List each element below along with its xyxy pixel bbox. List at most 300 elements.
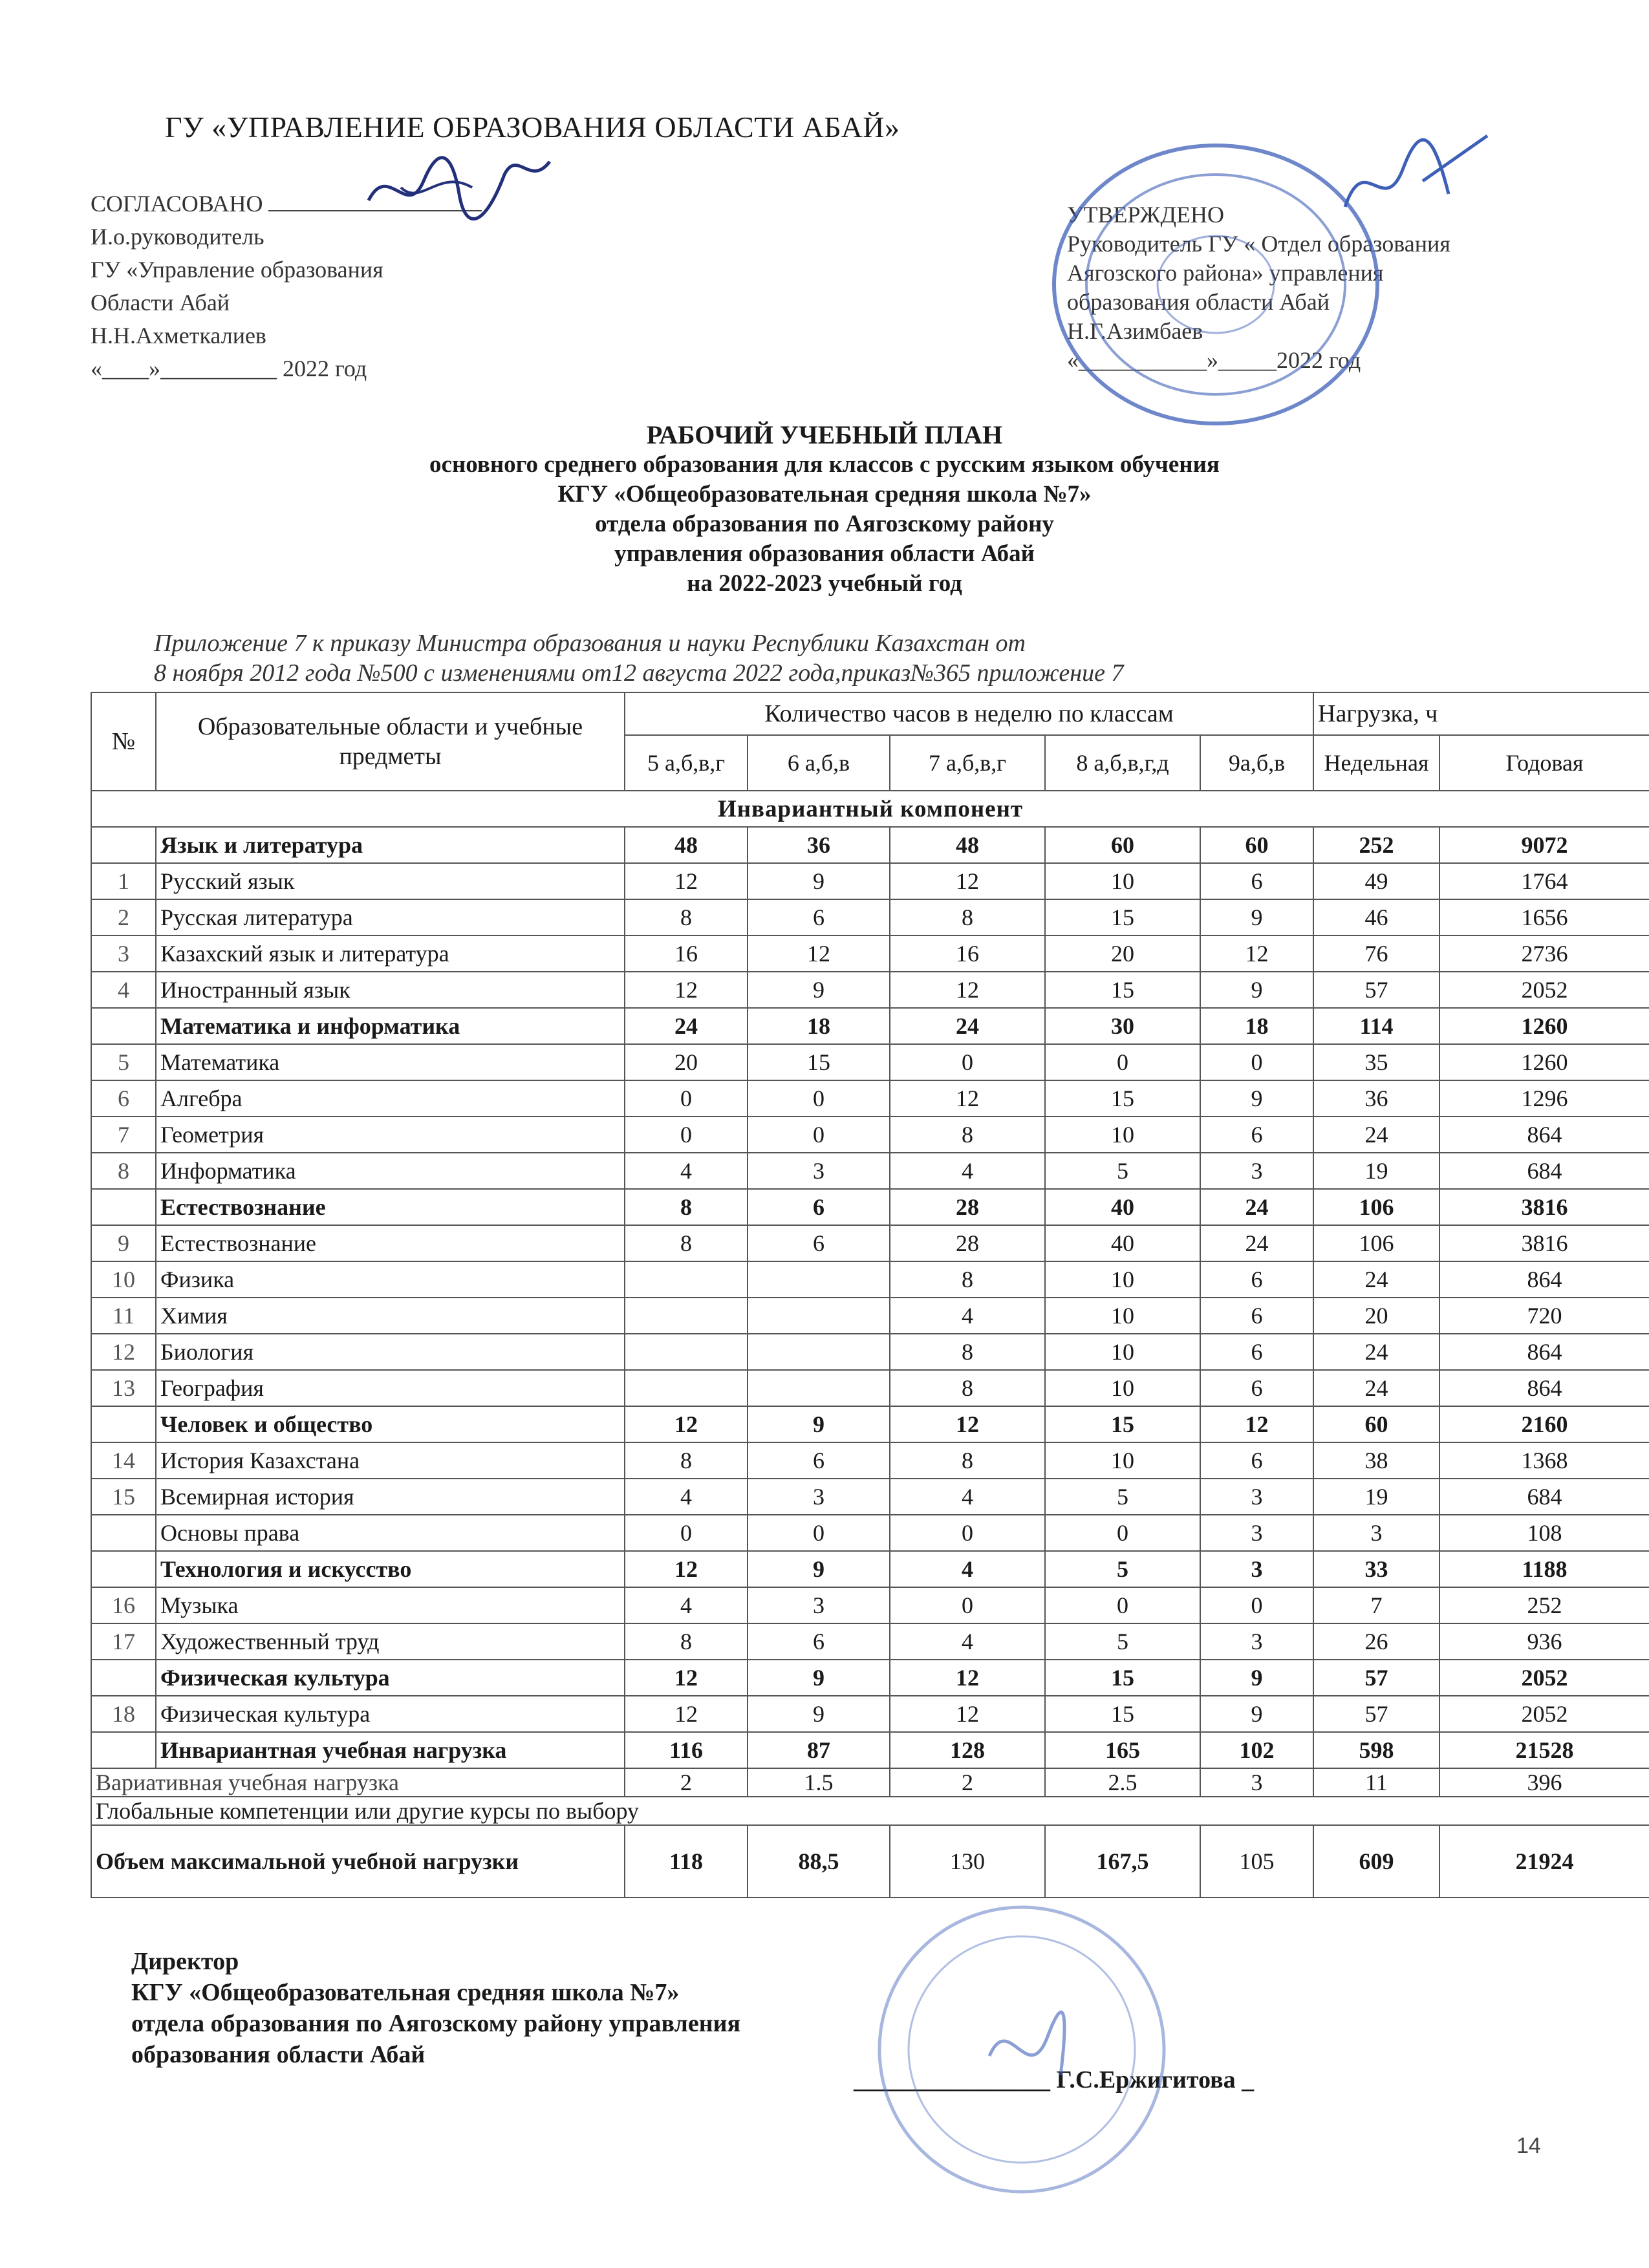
row-number (91, 1406, 156, 1442)
row-number: 3 (91, 936, 156, 972)
hours-cell: 10 (1045, 1370, 1200, 1406)
hours-cell: 8 (890, 1261, 1045, 1298)
hours-cell: 12 (890, 1660, 1045, 1696)
row-number: 4 (91, 972, 156, 1008)
hours-cell: 3 (1313, 1515, 1439, 1551)
hours-cell: 0 (625, 1515, 748, 1551)
hours-cell: 1368 (1439, 1442, 1649, 1479)
row-number: 16 (91, 1587, 156, 1623)
hours-cell: 2052 (1439, 972, 1649, 1008)
hours-cell: 9 (748, 1551, 890, 1587)
row-number (91, 1732, 156, 1768)
area-name: Человек и общество (156, 1406, 625, 1442)
hours-cell: 1260 (1439, 1044, 1649, 1080)
hours-cell: 36 (748, 827, 890, 863)
table-body (91, 791, 1649, 1768)
agreed-label: СОГЛАСОВАНО (91, 191, 263, 217)
area-name: Естествознание (156, 1189, 625, 1225)
hours-cell: 9072 (1439, 827, 1649, 863)
hours-cell: 1764 (1439, 863, 1649, 899)
hours-cell: 10 (1045, 1261, 1200, 1298)
variative-label: Вариативная учебная нагрузка (91, 1768, 625, 1797)
subject-name: Математика (156, 1044, 625, 1080)
hours-cell: 28 (890, 1225, 1045, 1261)
subject-name: Русский язык (156, 863, 625, 899)
hours-cell: 3816 (1439, 1225, 1649, 1261)
hours-cell: 864 (1439, 1370, 1649, 1406)
subject-row (91, 1587, 1649, 1623)
hours-cell (748, 1261, 890, 1298)
hours-cell: 864 (1439, 1261, 1649, 1298)
approved-line: Н.Г.Азимбаев (1067, 318, 1203, 344)
area-name: Инвариантная учебная нагрузка (156, 1732, 625, 1768)
hours-cell: 87 (748, 1732, 890, 1768)
variative-cell: 3 (1200, 1768, 1313, 1797)
hours-cell: 21528 (1439, 1732, 1649, 1768)
hours-cell: 684 (1439, 1479, 1649, 1515)
area-name: Физическая культура (156, 1660, 625, 1696)
row-number: 7 (91, 1117, 156, 1153)
hours-cell: 20 (1045, 936, 1200, 972)
group-row (91, 1189, 1649, 1225)
class-header: 5 а,б,в,г (625, 735, 748, 791)
hours-cell: 10 (1045, 1298, 1200, 1334)
hours-cell: 6 (748, 1623, 890, 1660)
approved-line: Руководитель ГУ « Отдел образования (1067, 231, 1450, 257)
class-header: 6 а,б,в (748, 735, 890, 791)
hours-cell: 76 (1313, 936, 1439, 972)
hours-cell: 114 (1313, 1008, 1439, 1044)
hours-cell: 24 (1313, 1117, 1439, 1153)
hours-cell: 46 (1313, 899, 1439, 936)
hours-cell: 684 (1439, 1153, 1649, 1189)
hours-cell: 15 (1045, 1660, 1200, 1696)
hours-cell: 57 (1313, 1660, 1439, 1696)
max-load-cell: 167,5 (1045, 1825, 1200, 1898)
hours-cell: 3 (1200, 1515, 1313, 1551)
hours-cell: 9 (748, 1696, 890, 1732)
director-block (131, 1946, 740, 2070)
row-number: 5 (91, 1044, 156, 1080)
subject-row (91, 1334, 1649, 1370)
hours-cell: 0 (625, 1117, 748, 1153)
subject-name: Художественный труд (156, 1623, 625, 1660)
subject-name: Физика (156, 1261, 625, 1298)
hours-cell: 6 (1200, 1442, 1313, 1479)
hours-cell: 10 (1045, 1442, 1200, 1479)
hours-cell: 6 (1200, 1370, 1313, 1406)
agreed-line: И.о.руководитель (91, 224, 264, 250)
subject-name: Естествознание (156, 1225, 625, 1261)
hours-cell: 8 (890, 1442, 1045, 1479)
row-number (91, 1660, 156, 1696)
hours-cell: 3 (1200, 1551, 1313, 1587)
subject-name: Геометрия (156, 1117, 625, 1153)
hours-cell: 4 (890, 1551, 1045, 1587)
hours-cell: 12 (625, 1406, 748, 1442)
hours-cell: 9 (1200, 1660, 1313, 1696)
title-line: на 2022-2023 учебный год (687, 570, 962, 597)
max-load-cell: 88,5 (748, 1825, 890, 1898)
hours-cell: 57 (1313, 972, 1439, 1008)
variative-sub-row (91, 1797, 1649, 1825)
hours-cell: 116 (625, 1732, 748, 1768)
hours-cell: 8 (625, 1189, 748, 1225)
row-number: 1 (91, 863, 156, 899)
hours-cell: 20 (625, 1044, 748, 1080)
hours-cell: 24 (1313, 1334, 1439, 1370)
hours-cell: 6 (748, 1225, 890, 1261)
subject-row (91, 972, 1649, 1008)
subject-name: Всемирная история (156, 1479, 625, 1515)
hours-cell: 0 (1045, 1587, 1200, 1623)
class-header: 7 а,б,в,г (890, 735, 1045, 791)
row-number: 13 (91, 1370, 156, 1406)
hours-cell: 1656 (1439, 899, 1649, 936)
hours-cell: 12 (1200, 936, 1313, 972)
hours-cell: 7 (1313, 1587, 1439, 1623)
max-load-cell: 105 (1200, 1825, 1313, 1898)
hours-cell: 16 (890, 936, 1045, 972)
subject-row (91, 1261, 1649, 1298)
hours-cell: 3 (1200, 1153, 1313, 1189)
row-number: 6 (91, 1080, 156, 1117)
section-label: Инвариантный компонент (91, 791, 1649, 827)
hours-cell: 0 (625, 1080, 748, 1117)
subject-row (91, 1153, 1649, 1189)
subject-row (91, 936, 1649, 972)
hours-cell: 8 (625, 1225, 748, 1261)
row-number: 11 (91, 1298, 156, 1334)
hours-cell: 1260 (1439, 1008, 1649, 1044)
area-name: Технология и искусство (156, 1551, 625, 1587)
col-area-header: Образовательные области и учебные предметы (156, 692, 625, 791)
variative-cell: 11 (1313, 1768, 1439, 1797)
variative-cell: 2 (890, 1768, 1045, 1797)
hours-cell: 35 (1313, 1044, 1439, 1080)
annex-line: 8 ноября 2012 года №500 с изменениями от12 августа 2022 года,приказ№365 приложение 7 (154, 659, 1124, 687)
curriculum-table (91, 692, 1649, 1898)
row-number: 2 (91, 899, 156, 936)
annual-header: Годовая (1439, 735, 1649, 791)
approved-line: образования области Абай (1067, 289, 1330, 315)
class-header: 9а,б,в (1200, 735, 1313, 791)
hours-cell: 40 (1045, 1189, 1200, 1225)
hours-cell: 10 (1045, 1334, 1200, 1370)
hours-cell: 24 (1313, 1261, 1439, 1298)
group-row (91, 1660, 1649, 1696)
hours-cell: 0 (1045, 1044, 1200, 1080)
annex-line: Приложение 7 к приказу Министра образования и науки Республики Казахстан от (154, 630, 1026, 657)
director-line: отдела образования по Аягозскому району управления (131, 2010, 741, 2037)
hours-cell: 20 (1313, 1298, 1439, 1334)
subject-row (91, 1225, 1649, 1261)
hours-cell: 2052 (1439, 1696, 1649, 1732)
group-row (91, 1732, 1649, 1768)
agreed-line: Н.Н.Ахметкалиев (91, 323, 266, 348)
hours-cell: 4 (625, 1479, 748, 1515)
hours-cell: 6 (748, 899, 890, 936)
variative-cell: 2 (625, 1768, 748, 1797)
subject-name: Иностранный язык (156, 972, 625, 1008)
hours-cell: 106 (1313, 1225, 1439, 1261)
page-number: 14 (1516, 2134, 1541, 2158)
group-row (91, 1008, 1649, 1044)
signature-right (1332, 129, 1500, 233)
hours-cell: 49 (1313, 863, 1439, 899)
hours-cell: 12 (890, 1406, 1045, 1442)
hours-cell: 12 (625, 863, 748, 899)
round-stamp-bottom (854, 1894, 1190, 2205)
variative-cell: 2.5 (1045, 1768, 1200, 1797)
hours-cell: 36 (1313, 1080, 1439, 1117)
subject-row (91, 1623, 1649, 1660)
subject-name: Музыка (156, 1587, 625, 1623)
hours-cell: 40 (1045, 1225, 1200, 1261)
hours-cell: 15 (1045, 1696, 1200, 1732)
row-number: 12 (91, 1334, 156, 1370)
hours-cell: 6 (748, 1442, 890, 1479)
hours-cell: 0 (1200, 1587, 1313, 1623)
hours-cell: 1188 (1439, 1551, 1649, 1587)
hours-cell: 9 (1200, 972, 1313, 1008)
approved-label: УТВЕРЖДЕНО (1067, 202, 1225, 228)
hours-cell: 6 (1200, 1117, 1313, 1153)
hours-cell: 5 (1045, 1479, 1200, 1515)
director-line: Директор (131, 1948, 239, 1975)
max-load-label: Объем максимальной учебной нагрузки (91, 1825, 625, 1898)
annex-note (154, 628, 1123, 688)
variative-row (91, 1768, 1649, 1797)
col-num-header: № (91, 692, 156, 791)
hours-cell (625, 1334, 748, 1370)
hours-cell: 10 (1045, 863, 1200, 899)
subject-name: Химия (156, 1298, 625, 1334)
hours-cell: 9 (1200, 1696, 1313, 1732)
row-number: 10 (91, 1261, 156, 1298)
row-number: 18 (91, 1696, 156, 1732)
col-load-header: Нагрузка, ч (1313, 692, 1649, 735)
variative-sub-label: Глобальные компетенции или другие курсы по выбору (91, 1797, 1649, 1825)
hours-cell: 24 (890, 1008, 1045, 1044)
hours-cell: 106 (1313, 1189, 1439, 1225)
hours-cell: 0 (1200, 1044, 1313, 1080)
agreed-line: Области Абай (91, 290, 230, 316)
hours-cell: 16 (625, 936, 748, 972)
hours-cell: 12 (890, 863, 1045, 899)
hours-cell: 252 (1313, 827, 1439, 863)
hours-cell: 9 (748, 863, 890, 899)
row-number (91, 1551, 156, 1587)
hours-cell: 4 (890, 1153, 1045, 1189)
hours-cell: 720 (1439, 1298, 1649, 1334)
subject-row (91, 1442, 1649, 1479)
max-load-cell: 21924 (1439, 1825, 1649, 1898)
subject-row (91, 1370, 1649, 1406)
hours-cell (748, 1334, 890, 1370)
subject-name: Биология (156, 1334, 625, 1370)
director-line: КГУ «Общеобразовательная средняя школа №7» (131, 1979, 680, 2006)
subject-row (91, 1117, 1649, 1153)
hours-cell: 24 (625, 1008, 748, 1044)
hours-cell: 4 (890, 1623, 1045, 1660)
subject-row (91, 1298, 1649, 1334)
hours-cell: 26 (1313, 1623, 1439, 1660)
hours-cell: 8 (625, 1623, 748, 1660)
weekly-header: Недельная (1313, 735, 1439, 791)
group-row (91, 827, 1649, 863)
title-line: КГУ «Общеобразовательная средняя школа №7» (557, 481, 1092, 508)
approved-date: «___________»_____2022 год (1067, 347, 1361, 373)
hours-cell: 15 (1045, 1080, 1200, 1117)
subject-name: Физическая культура (156, 1696, 625, 1732)
hours-cell: 12 (890, 1696, 1045, 1732)
row-number: 9 (91, 1225, 156, 1261)
subject-row (91, 899, 1649, 936)
hours-cell: 12 (625, 1660, 748, 1696)
row-number: 14 (91, 1442, 156, 1479)
hours-cell: 0 (1045, 1515, 1200, 1551)
hours-cell: 6 (1200, 1261, 1313, 1298)
director-line: образования области Абай (131, 2041, 426, 2068)
subject-row (91, 863, 1649, 899)
max-load-cell: 118 (625, 1825, 748, 1898)
title-line: основного среднего образования для классов с русским языком обучения (429, 451, 1220, 478)
hours-cell: 0 (748, 1080, 890, 1117)
section-row (91, 791, 1649, 827)
hours-cell (748, 1298, 890, 1334)
area-name: Язык и литература (156, 827, 625, 863)
hours-cell: 6 (748, 1189, 890, 1225)
group-row (91, 1551, 1649, 1587)
hours-cell: 2736 (1439, 936, 1649, 972)
hours-cell: 15 (1045, 972, 1200, 1008)
subject-row (91, 1080, 1649, 1117)
hours-cell: 12 (890, 1080, 1045, 1117)
hours-cell: 33 (1313, 1551, 1439, 1587)
hours-cell: 18 (1200, 1008, 1313, 1044)
class-header: 8 а,б,в,г,д (1045, 735, 1200, 791)
hours-cell: 8 (625, 1442, 748, 1479)
hours-cell: 5 (1045, 1623, 1200, 1660)
organization-title: ГУ «УПРАВЛЕНИЕ ОБРАЗОВАНИЯ ОБЛАСТИ АБАЙ» (165, 111, 900, 144)
hours-cell: 0 (748, 1117, 890, 1153)
hours-cell: 12 (1200, 1406, 1313, 1442)
hours-cell: 2052 (1439, 1660, 1649, 1696)
hours-cell: 5 (1045, 1551, 1200, 1587)
hours-cell: 18 (748, 1008, 890, 1044)
hours-cell: 0 (890, 1044, 1045, 1080)
hours-cell: 936 (1439, 1623, 1649, 1660)
hours-cell: 57 (1313, 1696, 1439, 1732)
signature-left (362, 149, 556, 239)
hours-cell (625, 1261, 748, 1298)
hours-cell: 12 (625, 972, 748, 1008)
row-number: 8 (91, 1153, 156, 1189)
hours-cell: 3816 (1439, 1189, 1649, 1225)
hours-cell: 0 (890, 1515, 1045, 1551)
approved-line: Аягозского района» управления (1067, 260, 1384, 286)
hours-cell: 10 (1045, 1117, 1200, 1153)
hours-cell: 8 (890, 1117, 1045, 1153)
hours-cell: 598 (1313, 1732, 1439, 1768)
subject-name: Русская литература (156, 899, 625, 936)
subject-name: География (156, 1370, 625, 1406)
subject-row (91, 1696, 1649, 1732)
hours-cell: 15 (1045, 1406, 1200, 1442)
hours-cell: 108 (1439, 1515, 1649, 1551)
hours-cell (625, 1298, 748, 1334)
hours-cell: 0 (890, 1587, 1045, 1623)
hours-cell: 4 (625, 1153, 748, 1189)
hours-cell (625, 1370, 748, 1406)
hours-cell: 6 (1200, 863, 1313, 899)
hours-cell: 15 (748, 1044, 890, 1080)
hours-cell: 19 (1313, 1153, 1439, 1189)
hours-cell: 3 (1200, 1623, 1313, 1660)
hours-cell: 8 (890, 899, 1045, 936)
subject-row (91, 1479, 1649, 1515)
hours-cell: 102 (1200, 1732, 1313, 1768)
subject-row (91, 1515, 1649, 1551)
hours-cell: 9 (748, 972, 890, 1008)
variative-cell: 1.5 (748, 1768, 890, 1797)
hours-cell: 4 (890, 1479, 1045, 1515)
max-load-cell: 130 (890, 1825, 1045, 1898)
hours-cell: 6 (1200, 1334, 1313, 1370)
hours-cell: 3 (748, 1587, 890, 1623)
hours-cell: 1296 (1439, 1080, 1649, 1117)
title-line: РАБОЧИЙ УЧЕБНЫЙ ПЛАН (646, 420, 1003, 449)
hours-cell: 30 (1045, 1008, 1200, 1044)
hours-cell: 8 (625, 899, 748, 936)
subject-name: Основы права (156, 1515, 625, 1551)
hours-cell: 12 (625, 1696, 748, 1732)
subject-name: Информатика (156, 1153, 625, 1189)
row-number (91, 1008, 156, 1044)
hours-cell: 8 (890, 1370, 1045, 1406)
subject-name: История Казахстана (156, 1442, 625, 1479)
table-footer (91, 1768, 1649, 1898)
row-number: 17 (91, 1623, 156, 1660)
hours-cell: 0 (748, 1515, 890, 1551)
title-line: управления образования области Абай (614, 540, 1035, 567)
hours-cell: 252 (1439, 1587, 1649, 1623)
area-name: Математика и информатика (156, 1008, 625, 1044)
hours-cell: 165 (1045, 1732, 1200, 1768)
hours-cell: 4 (625, 1587, 748, 1623)
hours-cell: 24 (1200, 1225, 1313, 1261)
hours-cell: 5 (1045, 1153, 1200, 1189)
hours-cell: 12 (625, 1551, 748, 1587)
hours-cell: 48 (625, 827, 748, 863)
group-row (91, 1406, 1649, 1442)
hours-cell: 864 (1439, 1334, 1649, 1370)
col-hours-header: Количество часов в неделю по классам (625, 692, 1313, 735)
hours-cell: 9 (748, 1660, 890, 1696)
variative-cell: 396 (1439, 1768, 1649, 1797)
hours-cell: 2160 (1439, 1406, 1649, 1442)
max-load-row (91, 1825, 1649, 1898)
hours-cell: 3 (1200, 1479, 1313, 1515)
agreed-date: «____»__________ 2022 год (91, 356, 367, 381)
hours-cell: 864 (1439, 1117, 1649, 1153)
hours-cell: 6 (1200, 1298, 1313, 1334)
hours-cell: 48 (890, 827, 1045, 863)
agreed-line: ГУ «Управление образования (91, 257, 383, 283)
hours-cell: 24 (1200, 1189, 1313, 1225)
subject-row (91, 1044, 1649, 1080)
